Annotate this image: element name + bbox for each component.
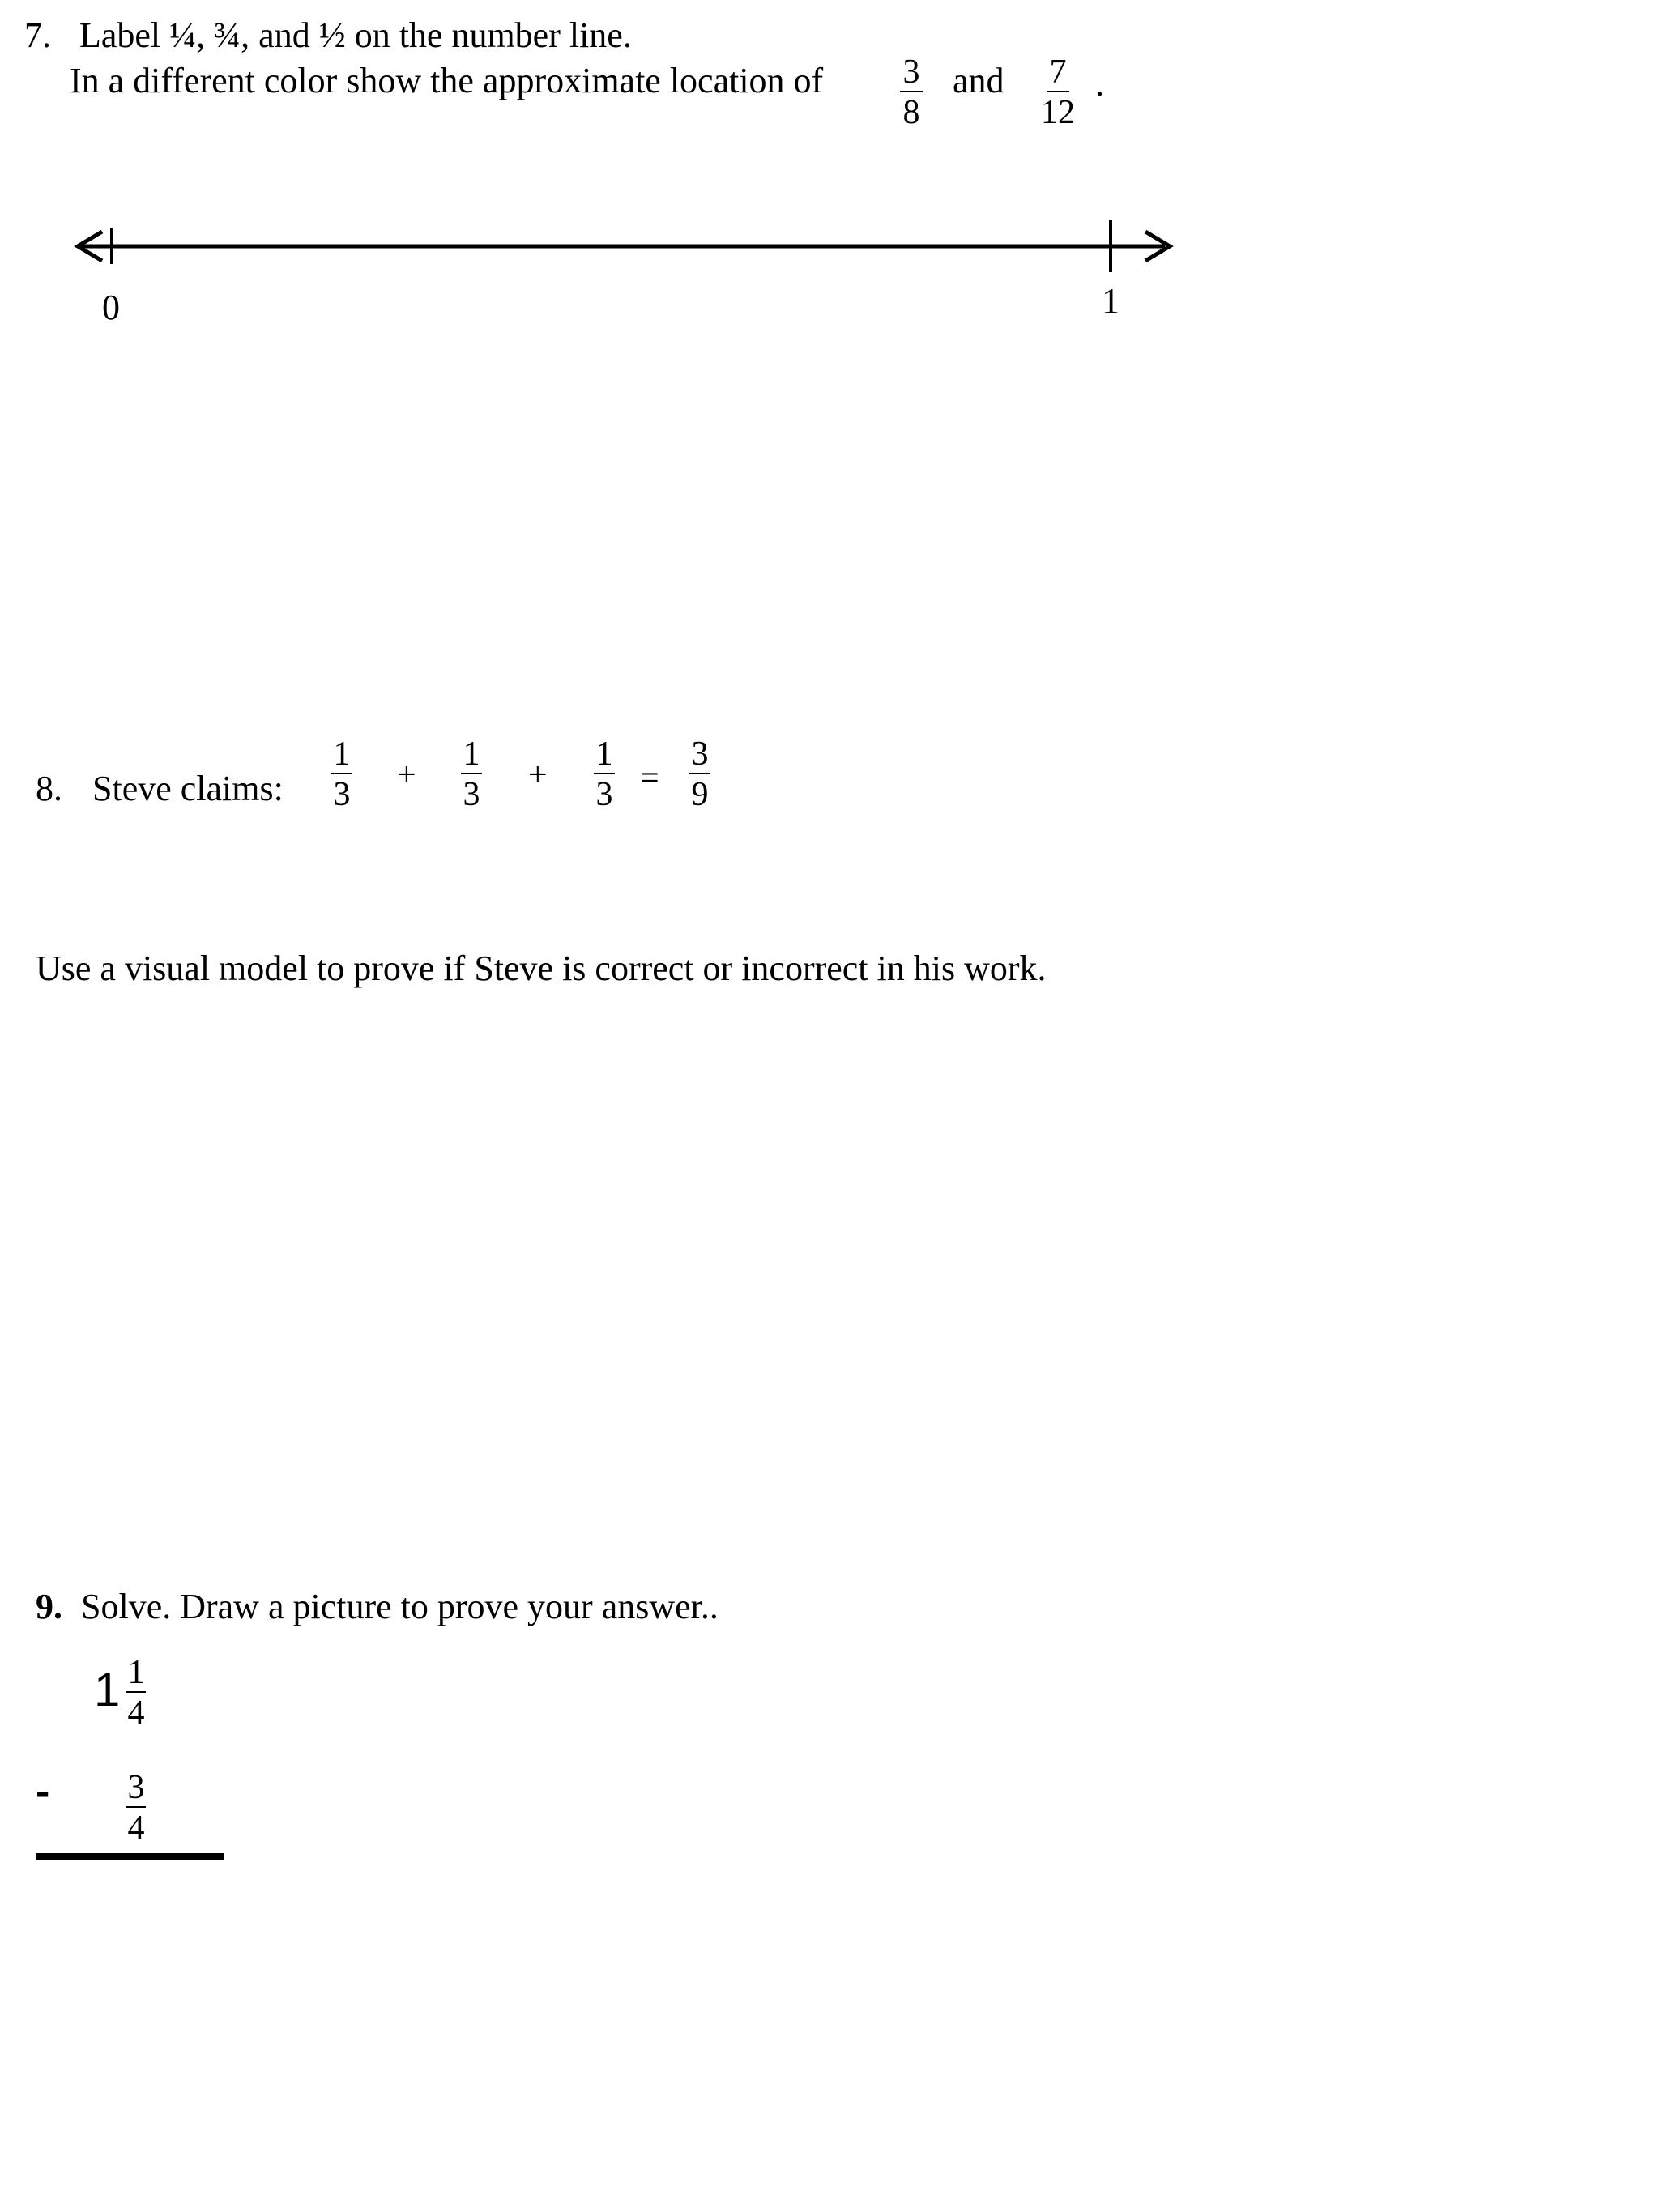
q9-minuend-whole: 1 [94, 1664, 121, 1716]
q8-term-2 [454, 737, 489, 812]
fraction-bar [594, 773, 615, 774]
q7-fraction-three-eighths [893, 55, 929, 130]
fraction-numerator: 3 [691, 735, 709, 773]
fraction-denominator: 3 [463, 776, 480, 813]
q8-result [682, 737, 718, 812]
answer-line [36, 1853, 224, 1860]
fraction-bar [1047, 91, 1069, 92]
minus-sign: - [36, 1768, 50, 1815]
equals-sign: = [640, 760, 659, 797]
number-line-label-one: 1 [1102, 281, 1120, 321]
q9-instruction: Solve. Draw a picture to prove your answer.. [81, 1587, 719, 1626]
q8-instruction: Use a visual model to prove if Steve is correct or incorrect in his work. [36, 948, 1047, 988]
q9-number: 9. [36, 1587, 62, 1626]
fraction-bar [461, 773, 482, 774]
fraction-bar [689, 773, 710, 774]
fraction-numerator: 1 [595, 735, 613, 773]
fraction-bar [126, 1691, 146, 1693]
fraction-numerator: 1 [463, 735, 480, 773]
fraction-denominator: 3 [595, 776, 613, 813]
fraction-denominator: 4 [127, 1694, 145, 1732]
q8-number: 8. [36, 769, 62, 808]
q9-minuend-fraction [120, 1656, 152, 1730]
plus-sign: + [397, 757, 416, 794]
q9-subtrahend-fraction [120, 1771, 152, 1845]
q7-number: 7. [24, 15, 51, 55]
fraction-numerator: 1 [127, 1654, 145, 1691]
fraction-denominator: 4 [127, 1809, 145, 1847]
number-line [65, 211, 1183, 275]
fraction-denominator: 3 [333, 776, 351, 813]
q8-term-1 [324, 737, 360, 812]
fraction-numerator: 3 [902, 53, 920, 91]
fraction-bar [900, 91, 923, 92]
q7-period: . [1095, 64, 1104, 104]
plus-sign: + [528, 757, 548, 794]
number-line-label-zero: 0 [102, 288, 120, 327]
q8-prompt: Steve claims: [92, 769, 284, 808]
q7-line2: In a different color show the approximate location of [70, 61, 824, 100]
q7-line1: Label ¼, ¾, and ½ on the number line. [79, 15, 632, 55]
fraction-numerator: 3 [127, 1769, 145, 1806]
fraction-bar [126, 1806, 146, 1808]
q7-fraction-seven-twelfths [1034, 55, 1082, 130]
fraction-denominator: 12 [1041, 94, 1075, 131]
fraction-bar [331, 773, 352, 774]
q8-term-3 [586, 737, 622, 812]
fraction-denominator: 9 [691, 776, 709, 813]
q7-and: and [953, 61, 1004, 100]
fraction-numerator: 7 [1049, 53, 1067, 91]
fraction-denominator: 8 [902, 94, 920, 131]
fraction-numerator: 1 [333, 735, 351, 773]
